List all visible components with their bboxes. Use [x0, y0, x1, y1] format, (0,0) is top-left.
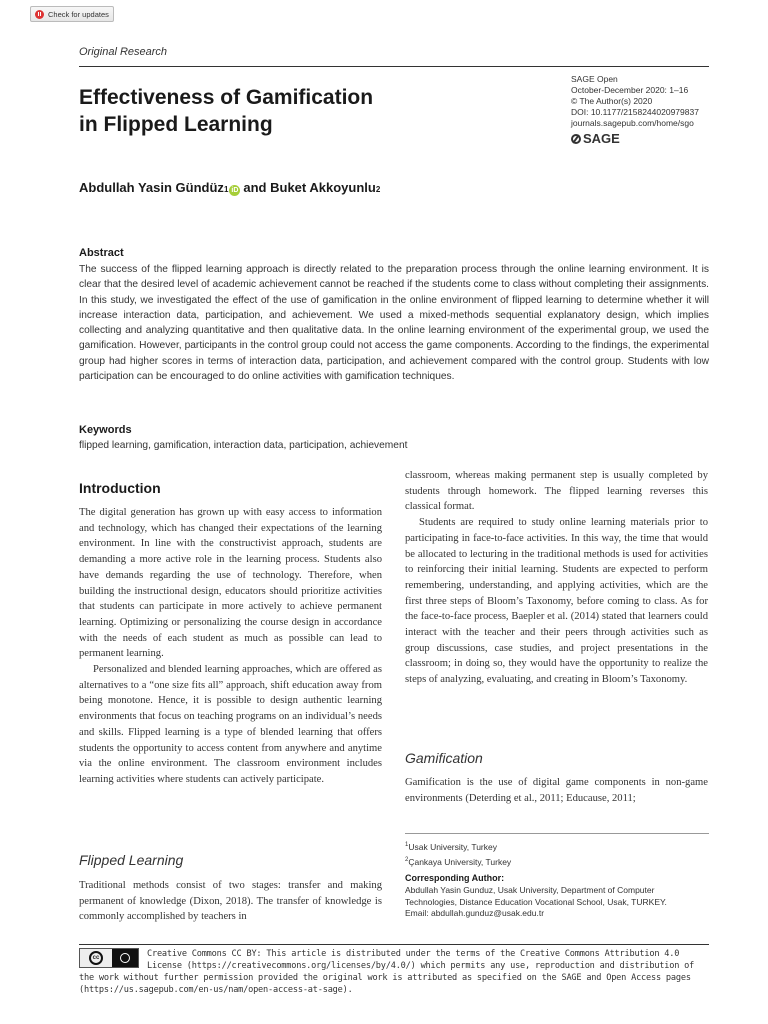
section-label: Original Research — [79, 46, 168, 58]
affiliation-1-marker: 1 — [405, 842, 409, 848]
flipped-paragraph-1: Traditional methods consist of two stages: transfer and making permanent of knowledge (Dixon, 2018). The transfer of knowledge is commonly accomplished by teachers in — [79, 880, 382, 923]
abstract-heading: Abstract — [79, 247, 124, 259]
author-1-affiliation: 1 — [223, 185, 229, 194]
flipped-learning-heading: Flipped Learning — [79, 852, 184, 868]
orcid-icon[interactable]: iD — [231, 187, 239, 194]
corresponding-author-address: Abdullah Yasin Gunduz, Usak University, Department of Computer Technologies, Distance Education Vocational School, Usak, TURKEY. — [405, 885, 667, 907]
journal-name: SAGE Open — [571, 74, 618, 84]
abstract-text: The success of the flipped learning approach is directly related to the preparation process through the online learning environment. It is clear that the desired level of academic achievement cannot be reached if the students come to class without completing their assignments. In this study, we investigated the effect of the use of gamification in the online environment of flipped learning to determine whether it will increase interaction data, participation, and achievement. We used a mixed-methods sequential explanatory design, which implies collecting and analyzing quantitative and then qualitative data. In the online learning environment of the experimental group, we used the gamification. However, participants in the control group could not access the game components. According to the findings, the experimental group had higher scores in terms of interaction data, participation, and achievement compared with the control group. Students with low participation can be encouraged to do online activities with gamification techniques. — [79, 264, 709, 383]
corresponding-author-details — [405, 885, 705, 920]
cc-by-license-icon[interactable] — [79, 948, 139, 968]
affiliation-1-text: Usak University, Turkey — [408, 841, 497, 852]
keywords-text: flipped learning, gamification, interaction data, participation, achievement — [79, 440, 408, 451]
author-2-affiliation: 2 — [375, 185, 381, 194]
journal-doi[interactable]: DOI: 10.1177/2158244020979837 — [571, 107, 699, 117]
journal-info — [571, 74, 699, 129]
author-line — [79, 180, 380, 196]
sage-logo-text: SAGE — [583, 131, 620, 146]
right-column-body — [405, 468, 708, 688]
corresponding-author-heading: Corresponding Author: — [405, 873, 505, 883]
right-paragraph-1: classroom, whereas making permanent step is usually completed by students through homework. The flipped learning reverses this classical format. — [405, 470, 708, 513]
author-1-name: Abdullah Yasin Gündüz — [79, 180, 224, 195]
author-2-name: and Buket Akkoyunlu — [243, 180, 376, 195]
keywords-heading: Keywords — [79, 424, 132, 436]
gamification-heading: Gamification — [405, 750, 483, 766]
footer-divider — [79, 944, 709, 945]
check-for-updates-label: Check for updates — [48, 9, 109, 19]
affiliation-1 — [405, 839, 511, 854]
journal-url[interactable]: journals.sagepub.com/home/sgo — [571, 118, 694, 128]
license-text-line-1: Creative Commons CC BY: This article is distributed under the terms of the Creative Commons Attribution 4.0 License (https://creativecommons.org/licenses/by/4.0/) which permits any use, reproduction and distribution of — [147, 949, 695, 971]
article-title — [79, 84, 469, 138]
affiliation-2 — [405, 854, 511, 869]
update-icon — [35, 10, 44, 19]
title-line-2: in Flipped Learning — [79, 113, 273, 136]
affiliation-2-marker: 2 — [405, 856, 409, 863]
sage-logo — [571, 131, 620, 146]
gamification-paragraph-1: Gamification is the use of digital game components in non-game environments (Deterding et al., 2011; Educause, 2011; — [405, 777, 708, 804]
flipped-learning-body — [79, 878, 382, 925]
intro-paragraph-1: The digital generation has grown up with easy access to information and technology, which has changed their expectations of the learning environment. In line with the constructivist approach, students are demanding a more active role in the learning process. Students also have demands regarding the use of technology. Therefore, when building the instructional design, educators should prioritize activities that students can participate in more actively to achieve permanent learning. Optimizing or personalizing the course design in accordance with the needs of each student as much as possible can lead to permanent learning. — [79, 507, 382, 660]
cc-icon: cc — [89, 951, 103, 965]
corresponding-author-email[interactable]: Email: abdullah.gunduz@usak.edu.tr — [405, 908, 545, 918]
journal-issue: October-December 2020: 1–16 — [571, 85, 689, 95]
sage-logo-icon — [571, 134, 581, 144]
affiliations — [405, 839, 511, 869]
check-for-updates-badge[interactable] — [30, 6, 114, 22]
gamification-body — [405, 775, 708, 806]
journal-copyright: © The Author(s) 2020 — [571, 96, 653, 106]
intro-paragraph-2: Personalized and blended learning approaches, which are offered as alternatives to a “one size fits all” approach, shift education away from being monotone. Hence, it is possible to design authentic learning environments that focus on teaching programs on an individual’s needs and skills. Flipped learning is a type of blended learning that offers students the opportunity to access content from anywhere and anytime via the online environment. The classroom environment includes learning activities where students can actively participate. — [79, 664, 382, 785]
header-divider — [79, 66, 709, 67]
affiliation-divider — [405, 833, 709, 834]
right-paragraph-2: Students are required to study online learning materials prior to participating in face-to-face activities. In this way, the time that would be allocated to lecturing in the traditional methods is used for activities to reinforcing their initial learning. Students are expected to perform remembering, understanding, and applying activities, which are the first three steps of Bloom’s Taxonomy, before coming to class. As for the face-to-face process, Baepler et al. (2014) stated that learners could interact with the teacher and their peers through activities such as group discussions, case studies, and project presentations in the classroom; in doing so, they would have the opportunity to realize the steps of analyzing, evaluating, and creating in Bloom’s Taxonomy. — [405, 517, 708, 686]
affiliation-2-text: Çankaya University, Turkey — [408, 856, 512, 867]
title-line-1: Effectiveness of Gamification — [79, 86, 374, 109]
introduction-body — [79, 505, 382, 788]
license-text-line-2: the work without further permission provided the original work is attributed as specified on the SAGE and Open Access pages (https://us.sagepub.com/en-us/nam/open-access-at-sage). — [79, 973, 691, 995]
by-person-icon — [120, 953, 130, 963]
introduction-heading: Introduction — [79, 480, 161, 496]
